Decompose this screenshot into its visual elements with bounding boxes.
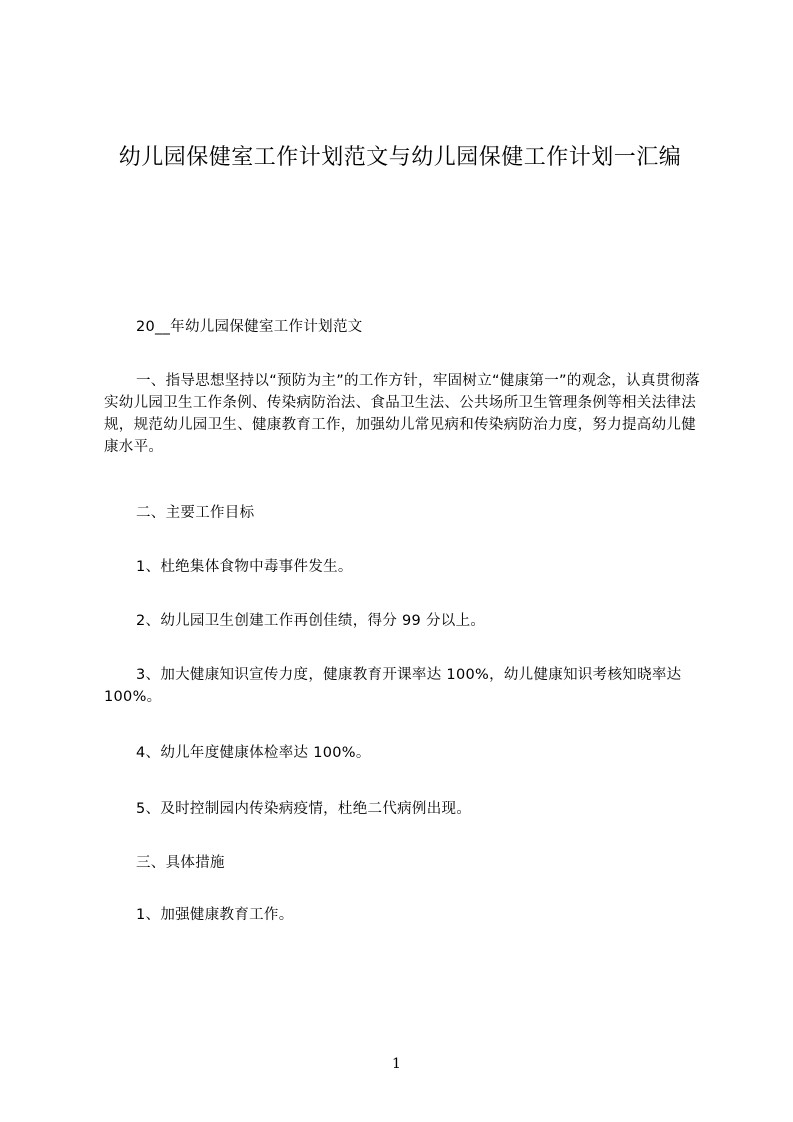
list-item-goal-3: 3、加大健康知识宣传力度，健康教育开课率达 100%，幼儿健康知识考核知晓率达 100%。 bbox=[104, 667, 682, 705]
section-heading-main-goals: 二、主要工作目标 bbox=[136, 505, 255, 521]
list-item-goal-4: 4、幼儿年度健康体检率达 100%。 bbox=[136, 745, 371, 761]
page-number: 1 bbox=[392, 1056, 401, 1072]
list-item-goal-1: 1、杜绝集体食物中毒事件发生。 bbox=[136, 559, 353, 575]
paragraph-guiding-ideology: 一、指导思想坚持以“预防为主”的工作方针，牢固树立“健康第一”的观念，认真贯彻落实幼儿园卫生工作条例、传染病防治法、食品卫生法、公共场所卫生管理条例等相关法律法规，规范幼儿园卫生、健康教育工作，加强幼儿常见病和传染病防治力度，努力提高幼儿健康水平。 bbox=[104, 373, 701, 455]
section-heading-measures: 三、具体措施 bbox=[136, 855, 225, 871]
section-heading-plan-title: 20__年幼儿园保健室工作计划范文 bbox=[136, 319, 363, 335]
list-item-goal-2: 2、幼儿园卫生创建工作再创佳绩，得分 99 分以上。 bbox=[136, 613, 486, 629]
document-title: 幼儿园保健室工作计划范文与幼儿园保健工作计划一汇编 bbox=[118, 145, 682, 170]
list-item-goal-5: 5、及时控制园内传染病疫情，杜绝二代病例出现。 bbox=[136, 801, 472, 817]
list-item-measure-1: 1、加强健康教育工作。 bbox=[136, 907, 294, 923]
